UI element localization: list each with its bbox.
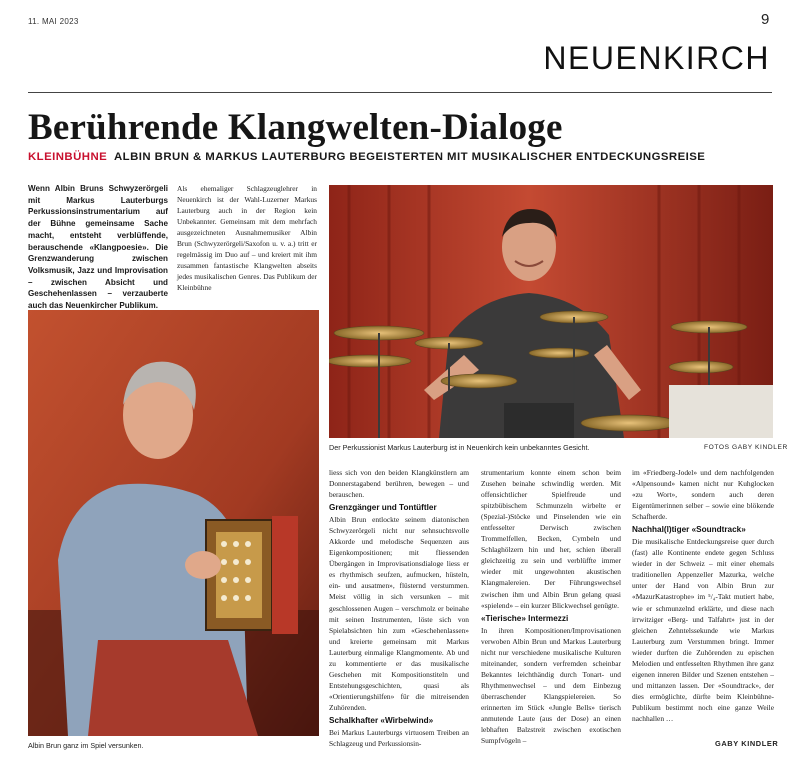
article-kicker [28,151,773,163]
body-column-3 [481,467,621,746]
body-paragraph: Die musikalische Entdeckungsreise quer durch (fast) alle Kontinente endete gegen Schluss wieder in der Schweiz – mit einer ehemals traditionellen Appenzeller Mazurka, welche unter der Hand von Albin Brun zur «MazurKatastrophe» im ⁵/₄-Takt mutiert habe, wie er schmunzelnd erklärte, und diese nach irrwitziger «Berg- und Talfahrt» just in der gleichen Zehntelssekunde wie Markus Lauterburg zum Verstummen bringt. Immer wieder durften die Zuhörenden zu epischen Melodien und entfesselten Rhythmen ihre ganz eigenen inneren Bilder und Szenen entstehen – und mittanzen lassen. Der «Soundtrack», der dies ermöglichte, dürfte beim Kleinbühne-Publikum bestimmt noch eine ganze Weile nachhallen … [632,537,774,723]
body-column-2 [329,467,469,749]
body-paragraph: strumentarium konnte einem schon beim Zusehen beinahe schwindlig werden. Mit offensichtlicher Spielfreude und spitzbübischem Schmunzeln wirbelte er (Spezial-)Stöcke und Pinselenden wie ein entfesselter Derwisch zwischen Trommelfellen, Becken, Cymbeln und Schlaghölzern hin und her, schien überall gleichzeitig zu sein und verblüffte immer wieder mit ungewohnten akustischen Klangmalereien. Der Führungswechsel zwischen ihm und Albin Brun gelang quasi «spielend» – ein kurzer Blickwechsel genügte. [481,468,621,610]
subheading: Nachhal(l)tiger «Soundtrack» [632,525,746,535]
section-title: NEUENKIRCH [543,40,770,76]
subheading: «Tierische» Intermezzi [481,613,569,623]
body-paragraph: Als ehemaliger Schlagzeuglehrer in Neuenkirch ist der Wahl-Luzerner Markus Lauterburg auch in der Region kein Unbekannter. Gemeinsam mit dem mehrfach ausgezeichneten Ausnahmemusiker Albin Brun (Schwyzerörgeli/Saxofon u. v. a.) tritt er regelmässig im Duo auf – und kreiert mit ihm zusammen fantastische Klangwelten abseits jedes musikalischen Genres. Das Publikum der Kleinbühne [177,184,317,293]
drummer-photo-caption: Der Perkussionist Markus Lauterburg ist in Neuenkirch kein unbekanntes Gesicht. [329,443,590,452]
body-paragraph: Bei Markus Lauterburgs virtuosem Treiben an Schlagzeug und Perkussionsin- [329,727,469,749]
kicker-tag: KLEINBÜHNE [28,151,108,163]
body-paragraph: im «Friedberg-Jodel» und dem nachfolgenden «Alpensound» kamen nicht nur Kuhglocken «zu Wort», sondern auch deren Eigentümerinnen selber – sowie eine blökende Schafherde. [632,468,774,522]
page-number: 9 [761,11,770,28]
photo-credit: FOTOS GABY KINDLER [704,444,788,451]
body-column-1 [177,183,317,293]
accordion-player-photo [28,310,319,736]
body-column-4 [632,467,774,724]
body-paragraph: In ihren Kompositionen/Improvisationen verwoben Albin Brun und Markus Lauterburg nicht nur verschiedene musikalische Kulturen miteinander, sondern verfremden scheinbar Bekanntes leichthändig durch Tonart- und Rhythmenwechsel – und dem Einbezug überraschender Klangspielereien. So erinnerten im Stück «Jungle Bells» tierisch anmutende Laute (aus der Dose) an einen lebhaften Balzstreit zwischen exotischen Sumpfvögeln – [481,625,621,746]
drummer-photo [329,185,773,438]
article-headline: Berührende Klangwelten-Dialoge [28,107,563,148]
body-paragraph: Albin Brun entlockte seinem diatonischen Schwyzerörgeli nicht nur sehnsuchtsvolle Akkorde und melodische Sequenzen aus Eigenkompositionen; mit fliessenden Übergängen in Improvisationsdialoge liess er es rhythmisch seufzen, aufmucken, hüsteln, ein- und ausatmen», flüsternd verstummen. Meist völlig in sich versunken – mit geschlossenen Augen – verschmolz er beinahe mit seinen Instrumenten, löste sich von Spielabsichten hin zum «Geschehenlassen» und kreierte gemeinsam mit Markus Lauterburg einmalige Klangmomente. Ab und zu kommentierte er das musikalische Geschehen mit Kompositionstiteln und Entstehungsgeschichten, quasi als «Orientierungshilfen» für die mitreisenden Zuhörenden. [329,515,469,712]
header-divider [28,92,772,93]
author-byline: GABY KINDLER [715,739,779,748]
kicker-subtitle: ALBIN BRUN & MARKUS LAUTERBURG BEGEISTERTEN MIT MUSIKALISCHER ENTDECKUNGSREISE [114,151,706,163]
subheading: Schalkhafter «Wirbelwind» [329,715,434,725]
subheading: Grenzgänger und Tontüftler [329,503,437,513]
accordion-photo-caption: Albin Brun ganz im Spiel versunken. [28,741,144,750]
article-lead: Wenn Albin Bruns Schwyzerörgeli mit Markus Lauterburgs Perkussionsinstrumentarium auf der Bühne gemeinsame Sache macht, entsteht verblüffende, berauschende «Klangpoesie». Die Grenzwanderung zwischen Volksmusik, Jazz und Improvisation – zwischen Absicht und Geschehenlassen – verzauberte auch das Neuenkircher Publikum. [28,184,168,311]
body-paragraph: liess sich von den beiden Klangkünstlern am Donnerstagabend berühren, bewegen – und berauschen. [329,468,469,500]
issue-date: 11. MAI 2023 [28,17,79,26]
